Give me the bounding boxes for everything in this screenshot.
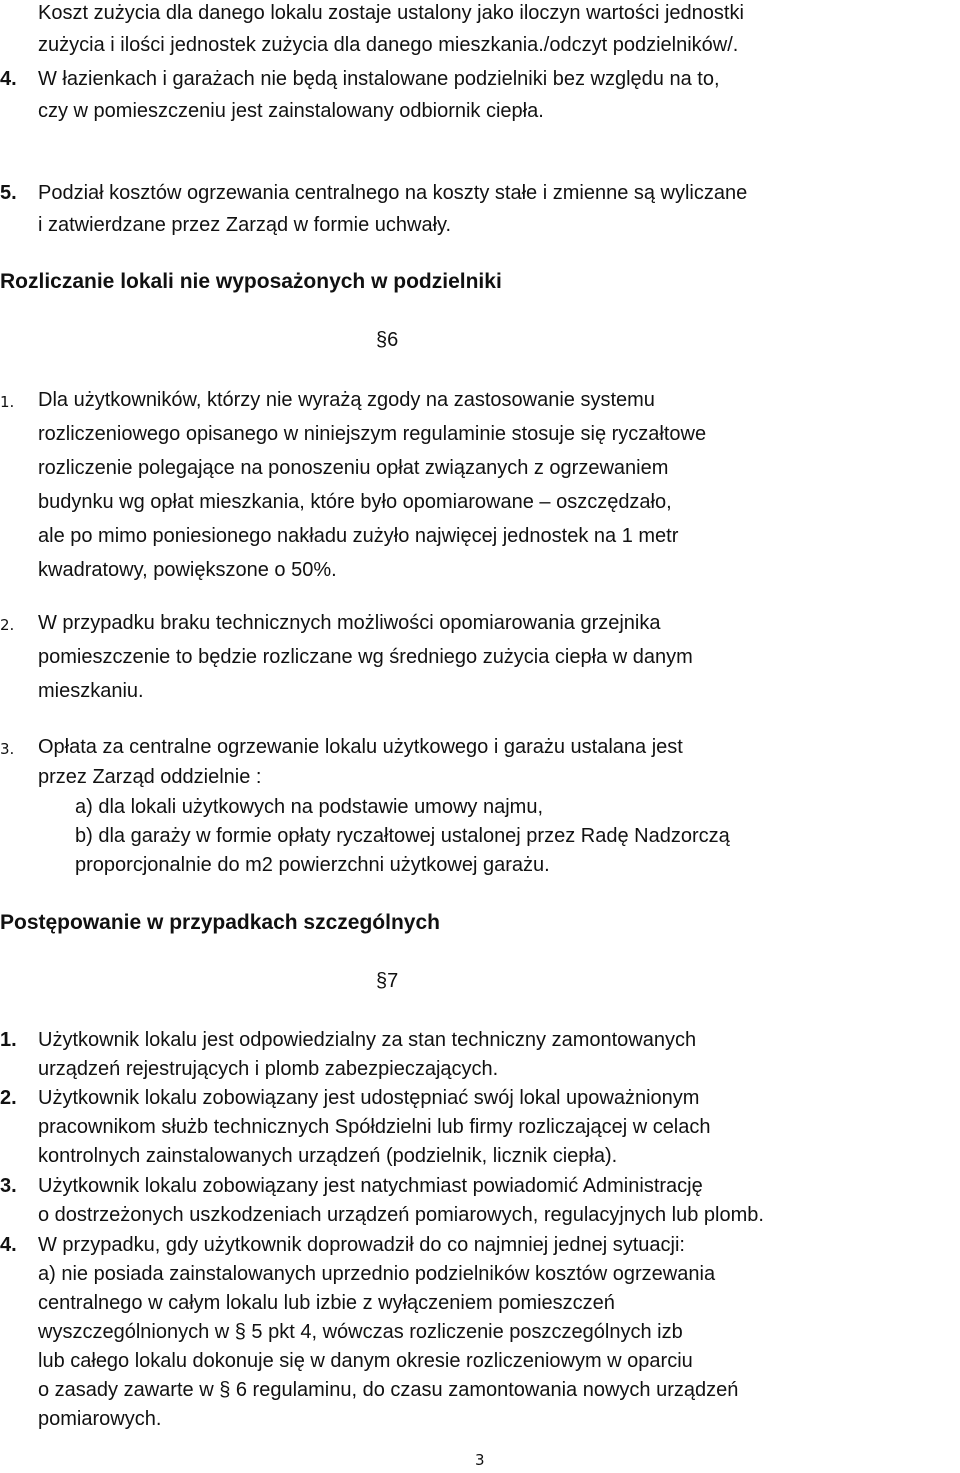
- text-line: a) dla lokali użytkowych na podstawie umowy najmu,: [75, 796, 543, 818]
- section-symbol: §: [376, 329, 388, 351]
- text-line: rozliczeniowego opisanego w niniejszym regulaminie stosuje się ryczałtowe: [38, 423, 707, 445]
- text-line: wyszczególnionych w § 5 pkt 4, wówczas rozliczenie poszczególnych izb: [38, 1321, 683, 1343]
- list-number: 2.: [0, 1087, 17, 1109]
- list-number: 4.: [0, 68, 17, 90]
- text-line: W przypadku, gdy użytkownik doprowadził do co najmniej jednej sytuacji:: [38, 1234, 685, 1256]
- text-line: mieszkaniu.: [38, 680, 144, 702]
- paragraph-mark: [376, 328, 398, 352]
- text-line: kwadratowy, powiększone o 50%.: [38, 559, 337, 581]
- text-line: Dla użytkowników, którzy nie wyrażą zgody na zastosowanie systemu: [38, 389, 655, 411]
- text-line: W łazienkach i garażach nie będą instalowane podzielniki bez względu na to,: [38, 68, 720, 90]
- section-number: 7: [387, 970, 399, 992]
- section-symbol: §: [376, 970, 388, 992]
- list-number: 1.: [0, 1029, 17, 1051]
- paragraph-mark: [376, 969, 398, 993]
- text-line: o dostrzeżonych uszkodzeniach urządzeń pomiarowych, regulacyjnych lub plomb.: [38, 1204, 764, 1226]
- text-line: kontrolnych zainstalowanych urządzeń (podzielnik, licznik ciepła).: [38, 1145, 618, 1167]
- list-number: 3.: [0, 1175, 17, 1197]
- list-number: 3.: [0, 740, 15, 758]
- text-line: czy w pomieszczeniu jest zainstalowany odbiornik ciepła.: [38, 100, 544, 122]
- section-heading: Rozliczanie lokali nie wyposażonych w podzielniki: [0, 270, 502, 293]
- text-line: pomiarowych.: [38, 1408, 162, 1430]
- text-line: rozliczenie polegające na ponoszeniu opłat związanych z ogrzewaniem: [38, 457, 669, 479]
- text-line: urządzeń rejestrujących i plomb zabezpieczających.: [38, 1058, 499, 1080]
- list-number: 2.: [0, 616, 15, 634]
- text-line: Opłata za centralne ogrzewanie lokalu użytkowego i garażu ustalana jest: [38, 736, 683, 758]
- text-line: W przypadku braku technicznych możliwości opomiarowania grzejnika: [38, 612, 661, 634]
- list-number: 5.: [0, 182, 17, 204]
- text-line: pracownikom służb technicznych Spółdzielni lub firmy rozliczającej w celach: [38, 1116, 711, 1138]
- text-line: Podział kosztów ogrzewania centralnego na koszty stałe i zmienne są wyliczane: [38, 182, 748, 204]
- text-line: Użytkownik lokalu zobowiązany jest udostępniać swój lokal upoważnionym: [38, 1087, 700, 1109]
- page-number: 3: [475, 1451, 485, 1469]
- text-line: pomieszczenie to będzie rozliczane wg średniego zużycia ciepła w danym: [38, 646, 693, 668]
- list-number: 1.: [0, 393, 15, 411]
- text-line: proporcjonalnie do m2 powierzchni użytkowej garażu.: [75, 854, 550, 876]
- text-line: a) nie posiada zainstalowanych uprzednio podzielników kosztów ogrzewania: [38, 1263, 716, 1285]
- text-line: ale po mimo poniesionego nakładu zużyło najwięcej jednostek na 1 metr: [38, 525, 679, 547]
- text-line: i zatwierdzane przez Zarząd w formie uchwały.: [38, 214, 452, 236]
- text-line: Koszt zużycia dla danego lokalu zostaje ustalony jako iloczyn wartości jednostki: [38, 2, 744, 24]
- text-line: o zasady zawarte w § 6 regulaminu, do czasu zamontowania nowych urządzeń: [38, 1379, 739, 1401]
- text-line: lub całego lokalu dokonuje się w danym okresie rozliczeniowym w oparciu: [38, 1350, 693, 1372]
- text-line: zużycia i ilości jednostek zużycia dla danego mieszkania./odczyt podzielników/.: [38, 34, 739, 56]
- text-line: przez Zarząd oddzielnie :: [38, 766, 262, 788]
- text-line: Użytkownik lokalu jest odpowiedzialny za stan techniczny zamontowanych: [38, 1029, 697, 1051]
- text-line: Użytkownik lokalu zobowiązany jest natychmiast powiadomić Administrację: [38, 1175, 703, 1197]
- text-line: centralnego w całym lokalu lub izbie z wyłączeniem pomieszczeń: [38, 1292, 615, 1314]
- text-line: b) dla garaży w formie opłaty ryczałtowej ustalonej przez Radę Nadzorczą: [75, 825, 730, 847]
- list-number: 4.: [0, 1234, 17, 1256]
- text-line: budynku wg opłat mieszkania, które było opomiarowane – oszczędzało,: [38, 491, 672, 513]
- section-number: 6: [387, 329, 399, 351]
- section-heading: Postępowanie w przypadkach szczególnych: [0, 911, 440, 934]
